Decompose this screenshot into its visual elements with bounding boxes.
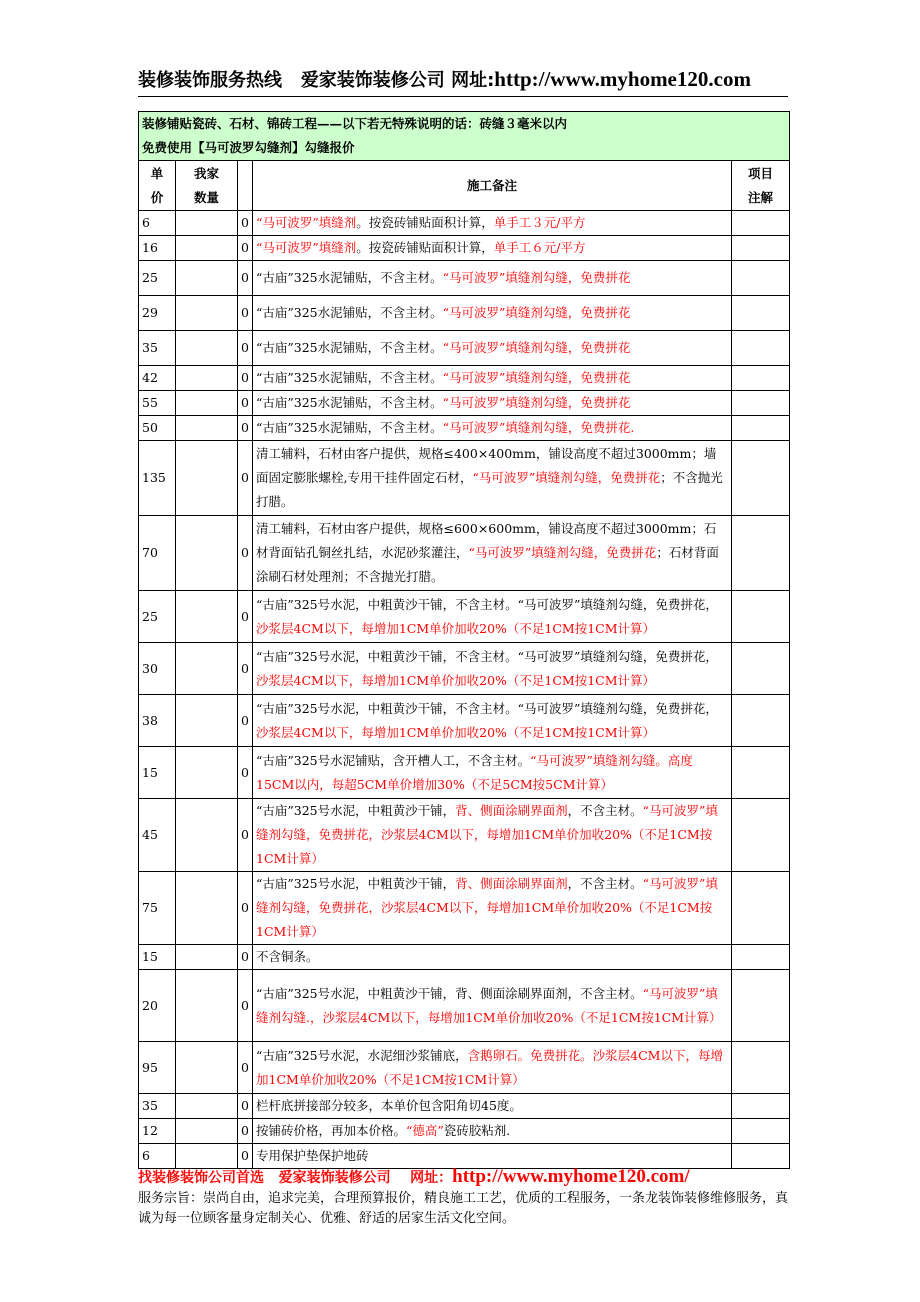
remark-cell: [732, 441, 790, 516]
price-table: [138, 111, 790, 1169]
table-row: [139, 416, 790, 441]
qty-cell: 0: [238, 970, 253, 1042]
note-text: “古庙”325水泥铺贴，不含主材。: [256, 340, 443, 355]
header-price: 单 价: [139, 161, 176, 211]
note-text: “马可波罗”填缝剂勾缝，免费拼花: [442, 305, 631, 320]
note-text: “马可波罗”填缝剂勾缝，免费拼花: [442, 270, 631, 285]
my-qty-cell[interactable]: [176, 747, 238, 799]
note-cell: [253, 1144, 732, 1169]
my-qty-cell[interactable]: [176, 1094, 238, 1119]
qty-cell: 0: [238, 872, 253, 945]
remark-cell: [732, 331, 790, 366]
title-line-2: 免费使用【马可波罗勾缝剂】勾缝报价: [142, 140, 355, 155]
price-cell: 70: [139, 516, 176, 591]
note-text: “马可波罗”填缝剂勾缝，免费拼花，沙浆层4CM以下，每增加1CM单价加收20%（不足1CM按1CM计算）: [256, 876, 718, 939]
note-text: “马可波罗”填缝剂勾缝，免费拼花.: [442, 420, 635, 435]
price-cell: 6: [139, 211, 176, 236]
note-cell: [253, 261, 732, 296]
remark-cell: [732, 1042, 790, 1094]
note-cell: [253, 236, 732, 261]
table-title: [139, 112, 790, 161]
qty-cell: 0: [238, 331, 253, 366]
remark-cell: [732, 211, 790, 236]
footer-url[interactable]: http://www.myhome120.com/: [452, 1166, 690, 1187]
footer-line-1: [138, 1166, 788, 1188]
note-text: 单手工６元/平方: [493, 240, 586, 255]
price-cell: 29: [139, 296, 176, 331]
price-cell: 55: [139, 391, 176, 416]
remark-cell: [732, 236, 790, 261]
note-cell: [253, 391, 732, 416]
remark-cell: [732, 1144, 790, 1169]
qty-cell: 0: [238, 516, 253, 591]
remark-cell: [732, 416, 790, 441]
note-text: “马可波罗”填缝剂勾缝，免费拼花，沙浆层4CM以下，每增加1CM单价加收20%（不足1CM按1CM计算）: [256, 803, 718, 866]
remark-cell: [732, 591, 790, 643]
note-text: “古庙”325号水泥，中粗黄沙干铺，不含主材。“马可波罗”填缝剂勾缝，免费拼花，: [256, 596, 718, 612]
price-cell: 75: [139, 872, 176, 945]
note-cell: [253, 441, 732, 516]
my-qty-cell[interactable]: [176, 441, 238, 516]
note-cell: [253, 516, 732, 591]
table-row: [139, 1144, 790, 1169]
footer-company: 爱家装饰装修公司: [278, 1170, 391, 1186]
note-text: “古庙”325号水泥，中粗黄沙干铺，不含主材。“马可波罗”填缝剂勾缝，免费拼花，: [256, 700, 718, 716]
my-qty-cell[interactable]: [176, 391, 238, 416]
note-text: ；石材背面涂刷石材处理剂；不含抛光打腊。: [256, 545, 719, 584]
note-cell: [253, 331, 732, 366]
table-row: [139, 872, 790, 945]
note-text: ，不含主材。: [567, 876, 643, 891]
price-cell: 50: [139, 416, 176, 441]
header-url[interactable]: http://www.myhome120.com: [494, 67, 751, 91]
note-cell: [253, 747, 732, 799]
note-text: 沙浆层4CM以下，每增加1CM单价加收20%（不足1CM按1CM计算）: [256, 672, 656, 688]
note-text: “古庙”325水泥铺贴，不含主材。: [256, 395, 443, 410]
footer-slogan: 找装修装饰公司首选: [138, 1170, 264, 1186]
note-text: “马可波罗”填缝剂勾缝，免费拼花: [442, 340, 631, 355]
my-qty-cell[interactable]: [176, 591, 238, 643]
my-qty-cell[interactable]: [176, 416, 238, 441]
note-text: 含鹅卵石。免费拼花。沙浆层4CM以下，每增加1CM单价加收20%（不足1CM按1CM计算）: [256, 1047, 723, 1087]
note-text: 单手工３元/平方: [493, 215, 586, 230]
note-text: “马可波罗”填缝剂: [256, 215, 357, 230]
price-cell: 30: [139, 643, 176, 695]
price-cell: 20: [139, 970, 176, 1042]
header-rule: [138, 96, 788, 97]
table-row: [139, 945, 790, 970]
note-text: “马可波罗”填缝剂勾缝，免费拼花: [468, 545, 657, 560]
note-cell: [253, 643, 732, 695]
qty-cell: 0: [238, 366, 253, 391]
note-text: 按铺砖价格，再加本价格。: [256, 1123, 407, 1138]
my-qty-cell[interactable]: [176, 695, 238, 747]
note-text: 。按瓷砖铺贴面积计算，: [356, 240, 494, 255]
my-qty-cell[interactable]: [176, 945, 238, 970]
qty-cell: 0: [238, 261, 253, 296]
qty-cell: 0: [238, 643, 253, 695]
note-text: “古庙”325水泥铺贴，不含主材。: [256, 270, 443, 285]
price-cell: 135: [139, 441, 176, 516]
note-text: 清工辅料，石材由客户提供，规格≤600×600mm，铺设高度不超过3000mm；石材背面钻孔铜丝扎结，水泥砂浆灌注，: [256, 521, 717, 560]
remark-cell: [732, 1094, 790, 1119]
table-row: [139, 236, 790, 261]
note-cell: [253, 416, 732, 441]
header-remark: 项目 注解: [732, 161, 790, 211]
title-row: [139, 112, 790, 161]
title-line-1: 装修铺贴瓷砖、石材、锦砖工程——以下若无特殊说明的话：砖缝３毫米以内: [142, 116, 568, 131]
header-qty: 我家 数量: [176, 161, 238, 211]
price-cell: 12: [139, 1119, 176, 1144]
price-cell: 35: [139, 1094, 176, 1119]
note-text: “古庙”325号水泥，中粗黄沙干铺，: [256, 803, 456, 818]
note-text: 清工辅料，石材由客户提供，规格≤400×400mm，铺设高度不超过3000mm；墙面固定膨胀螺栓,专用干挂件固定石材，: [256, 446, 717, 485]
note-text: “马可波罗”填缝剂勾缝，免费拼花: [442, 395, 631, 410]
price-cell: 16: [139, 236, 176, 261]
price-cell: 6: [139, 1144, 176, 1169]
note-text: 瓷砖胶粘剂.: [443, 1123, 511, 1138]
qty-cell: 0: [238, 1094, 253, 1119]
price-cell: 15: [139, 747, 176, 799]
my-qty-cell[interactable]: [176, 1119, 238, 1144]
note-cell: [253, 296, 732, 331]
table-row: [139, 1094, 790, 1119]
qty-cell: 0: [238, 945, 253, 970]
remark-cell: [732, 366, 790, 391]
note-cell: [253, 591, 732, 643]
note-cell: [253, 945, 732, 970]
note-text: ；不含抛光打腊。: [256, 470, 723, 509]
note-text: “德高”: [406, 1123, 444, 1138]
qty-cell: 0: [238, 236, 253, 261]
table-row: [139, 211, 790, 236]
qty-cell: 0: [238, 391, 253, 416]
my-qty-cell[interactable]: [176, 1042, 238, 1094]
remark-cell: [732, 261, 790, 296]
page-header: [138, 66, 788, 92]
table-row: [139, 799, 790, 872]
my-qty-cell[interactable]: [176, 366, 238, 391]
my-qty-cell[interactable]: [176, 970, 238, 1042]
table-row: [139, 1119, 790, 1144]
table-row: [139, 695, 790, 747]
note-text: “马可波罗”填缝剂勾缝。高度15CM以内，每超5CM单价增加30%（不足5CM按5CM计算）: [256, 752, 693, 792]
qty-cell: 0: [238, 1144, 253, 1169]
qty-cell: 0: [238, 747, 253, 799]
table-row: [139, 391, 790, 416]
my-qty-cell[interactable]: [176, 211, 238, 236]
table-row: [139, 261, 790, 296]
remark-cell: [732, 1119, 790, 1144]
note-cell: [253, 695, 732, 747]
note-text: 不含铜条。: [256, 949, 319, 964]
remark-cell: [732, 643, 790, 695]
table-row: [139, 970, 790, 1042]
remark-cell: [732, 747, 790, 799]
note-text: 背、侧面涂刷界面剂: [455, 876, 568, 891]
note-cell: [253, 799, 732, 872]
note-text: “古庙”325号水泥铺贴，含开槽人工，不含主材。: [256, 752, 531, 768]
my-qty-cell[interactable]: [176, 236, 238, 261]
remark-cell: [732, 872, 790, 945]
qty-cell: 0: [238, 799, 253, 872]
note-text: “马可波罗”填缝剂勾缝，免费拼花: [472, 470, 661, 485]
my-qty-cell[interactable]: [176, 872, 238, 945]
header-url-label: 网址:: [451, 70, 495, 91]
my-qty-cell[interactable]: [176, 261, 238, 296]
table-row: [139, 747, 790, 799]
my-qty-cell[interactable]: [176, 643, 238, 695]
header-row: [139, 161, 790, 211]
price-cell: 38: [139, 695, 176, 747]
qty-cell: 0: [238, 211, 253, 236]
remark-cell: [732, 945, 790, 970]
header-company: 爱家装饰装修公司: [300, 70, 445, 91]
table-row: [139, 296, 790, 331]
note-text: 栏杆底拼接部分较多，本单价包含阳角切45度。: [256, 1098, 522, 1113]
my-qty-cell[interactable]: [176, 296, 238, 331]
note-cell: [253, 211, 732, 236]
note-cell: [253, 366, 732, 391]
note-text: “古庙”325号水泥，水泥细沙浆铺底，: [256, 1047, 468, 1063]
my-qty-cell[interactable]: [176, 331, 238, 366]
note-text: “古庙”325水泥铺贴，不含主材。: [256, 305, 443, 320]
table-row: [139, 516, 790, 591]
note-text: 背、侧面涂刷界面剂: [455, 803, 568, 818]
note-text: “马可波罗”填缝剂: [256, 240, 357, 255]
qty-cell: 0: [238, 1119, 253, 1144]
qty-cell: 0: [238, 591, 253, 643]
note-text: “马可波罗”填缝剂勾缝.，沙浆层4CM以下，每增加1CM单价加收20%（不足1CM按1CM计算）: [256, 985, 722, 1025]
note-text: “马可波罗”填缝剂勾缝，免费拼花: [442, 370, 631, 385]
price-cell: 45: [139, 799, 176, 872]
note-cell: [253, 1094, 732, 1119]
header-hotline: 装修装饰服务热线: [138, 70, 282, 91]
table-row: [139, 1042, 790, 1094]
price-cell: 42: [139, 366, 176, 391]
remark-cell: [732, 516, 790, 591]
header-blank: [238, 161, 253, 211]
note-text: 。按瓷砖铺贴面积计算，: [356, 215, 494, 230]
my-qty-cell[interactable]: [176, 516, 238, 591]
remark-cell: [732, 970, 790, 1042]
remark-cell: [732, 695, 790, 747]
qty-cell: 0: [238, 1042, 253, 1094]
note-text: 沙浆层4CM以下，每增加1CM单价加收20%（不足1CM按1CM计算）: [256, 620, 656, 636]
note-text: 沙浆层4CM以下，每增加1CM单价加收20%（不足1CM按1CM计算）: [256, 724, 656, 740]
note-cell: [253, 970, 732, 1042]
qty-cell: 0: [238, 416, 253, 441]
price-cell: 35: [139, 331, 176, 366]
my-qty-cell[interactable]: [176, 1144, 238, 1169]
table-row: [139, 366, 790, 391]
note-text: 专用保护垫保护地砖: [256, 1148, 369, 1163]
qty-cell: 0: [238, 441, 253, 516]
note-text: “古庙”325号水泥，中粗黄沙干铺，: [256, 876, 456, 891]
remark-cell: [732, 296, 790, 331]
qty-cell: 0: [238, 695, 253, 747]
note-text: “古庙”325号水泥，中粗黄沙干铺，背、侧面涂刷界面剂，不含主材。: [256, 985, 643, 1001]
table-row: [139, 643, 790, 695]
note-cell: [253, 1119, 732, 1144]
qty-cell: 0: [238, 296, 253, 331]
header-notes: 施工备注: [253, 161, 732, 211]
my-qty-cell[interactable]: [176, 799, 238, 872]
remark-cell: [732, 799, 790, 872]
note-cell: [253, 872, 732, 945]
note-text: “古庙”325水泥铺贴，不含主材。: [256, 370, 443, 385]
footer-service-statement: 服务宗旨：崇尚自由，追求完美，合理预算报价，精良施工工艺，优质的工程服务，一条龙装饰装修维修服务，真诚为每一位顾客量身定制关心、优雅、舒适的居家生活文化空间。: [138, 1191, 789, 1226]
price-cell: 95: [139, 1042, 176, 1094]
price-cell: 25: [139, 261, 176, 296]
note-text: ，不含主材。: [567, 803, 643, 818]
price-cell: 15: [139, 945, 176, 970]
price-cell: 25: [139, 591, 176, 643]
table-row: [139, 591, 790, 643]
table-row: [139, 331, 790, 366]
note-text: “古庙”325水泥铺贴，不含主材。: [256, 420, 443, 435]
remark-cell: [732, 391, 790, 416]
note-text: “古庙”325号水泥，中粗黄沙干铺，不含主材。“马可波罗”填缝剂勾缝，免费拼花，: [256, 648, 718, 664]
footer-url-label: 网址：: [410, 1170, 453, 1186]
table-row: [139, 441, 790, 516]
note-cell: [253, 1042, 732, 1094]
